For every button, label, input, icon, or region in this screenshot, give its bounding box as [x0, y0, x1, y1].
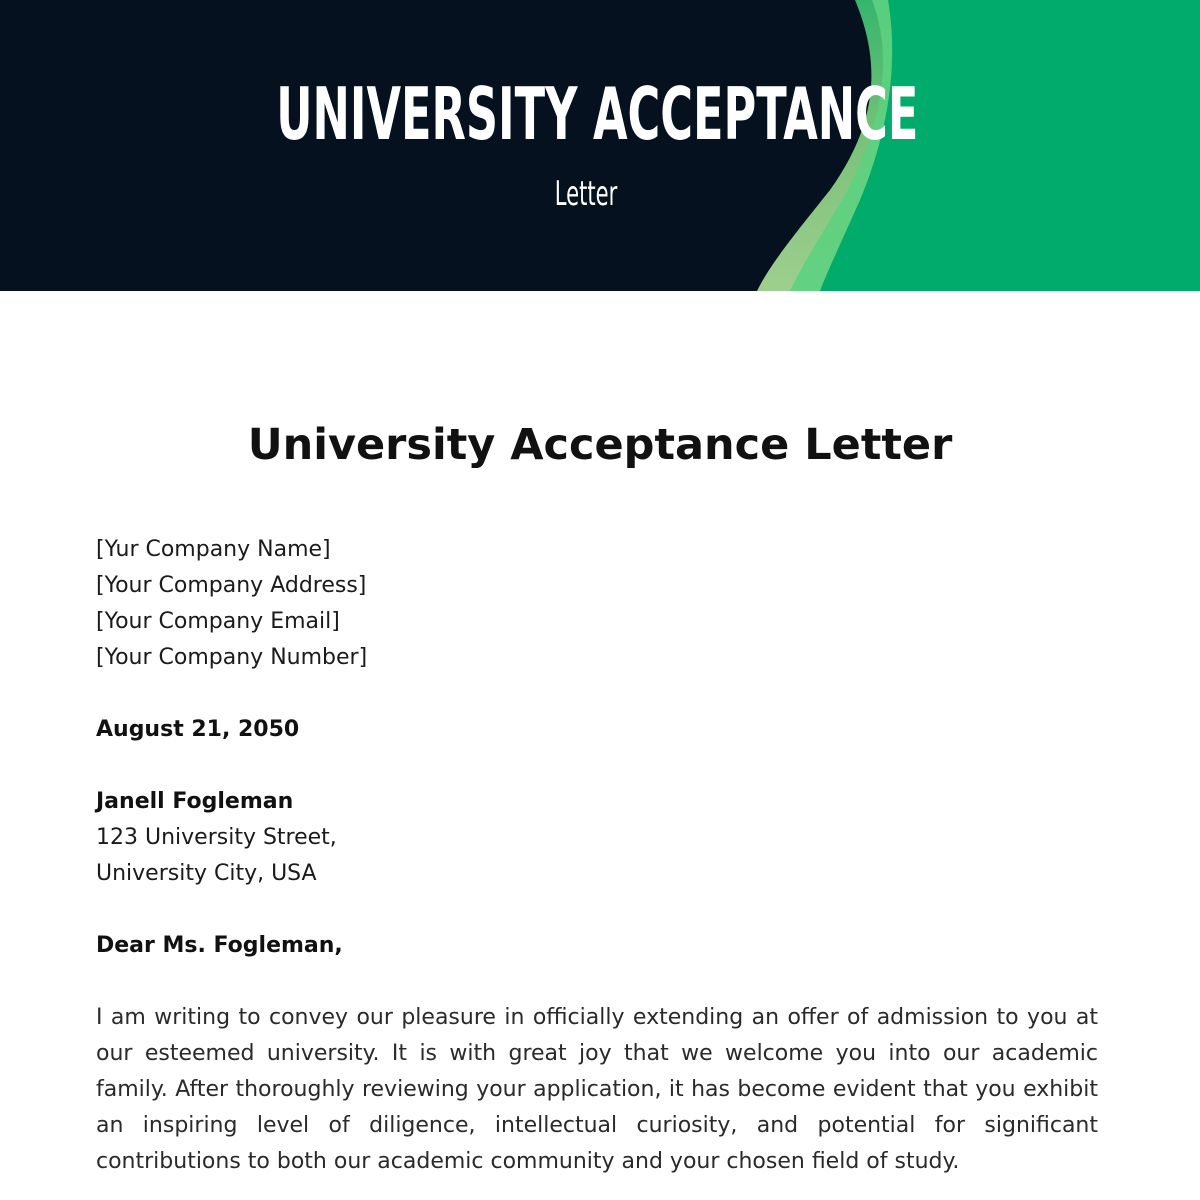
- salutation-block: [96, 928, 1098, 964]
- header-banner: [0, 0, 1200, 291]
- banner-subtitle: Letter: [554, 174, 618, 214]
- recipient-block: [96, 784, 1098, 892]
- sender-company-number: [Your Company Number]: [96, 645, 368, 670]
- letter-content: [96, 532, 1098, 1180]
- body-paragraph: I am writing to convey our pleasure in officially extending an offer of admission to you at our esteemed university. It is with great joy that we welcome you into our academic family. After thoroughly reviewing your application, it has become evident that you exhibit an inspiring level of diligence, intellectual curiosity, and potential for significant contributions to both our academic community and your chosen field of study.: [96, 1005, 1098, 1174]
- body-block: [96, 1000, 1098, 1180]
- date-block: [96, 712, 1098, 748]
- sender-company-email: [Your Company Email]: [96, 609, 340, 634]
- recipient-city: University City, USA: [96, 861, 317, 886]
- sender-block: [96, 532, 1098, 676]
- sender-company-address: [Your Company Address]: [96, 573, 367, 598]
- banner-title: UNIVERSITY ACCEPTANCE: [276, 72, 919, 156]
- sender-company-name: [Yur Company Name]: [96, 537, 331, 562]
- recipient-street: 123 University Street,: [96, 825, 337, 850]
- salutation: Dear Ms. Fogleman,: [96, 933, 343, 958]
- letter-date: August 21, 2050: [96, 717, 300, 742]
- recipient-name: Janell Fogleman: [96, 789, 294, 814]
- document-title: University Acceptance Letter: [247, 420, 953, 470]
